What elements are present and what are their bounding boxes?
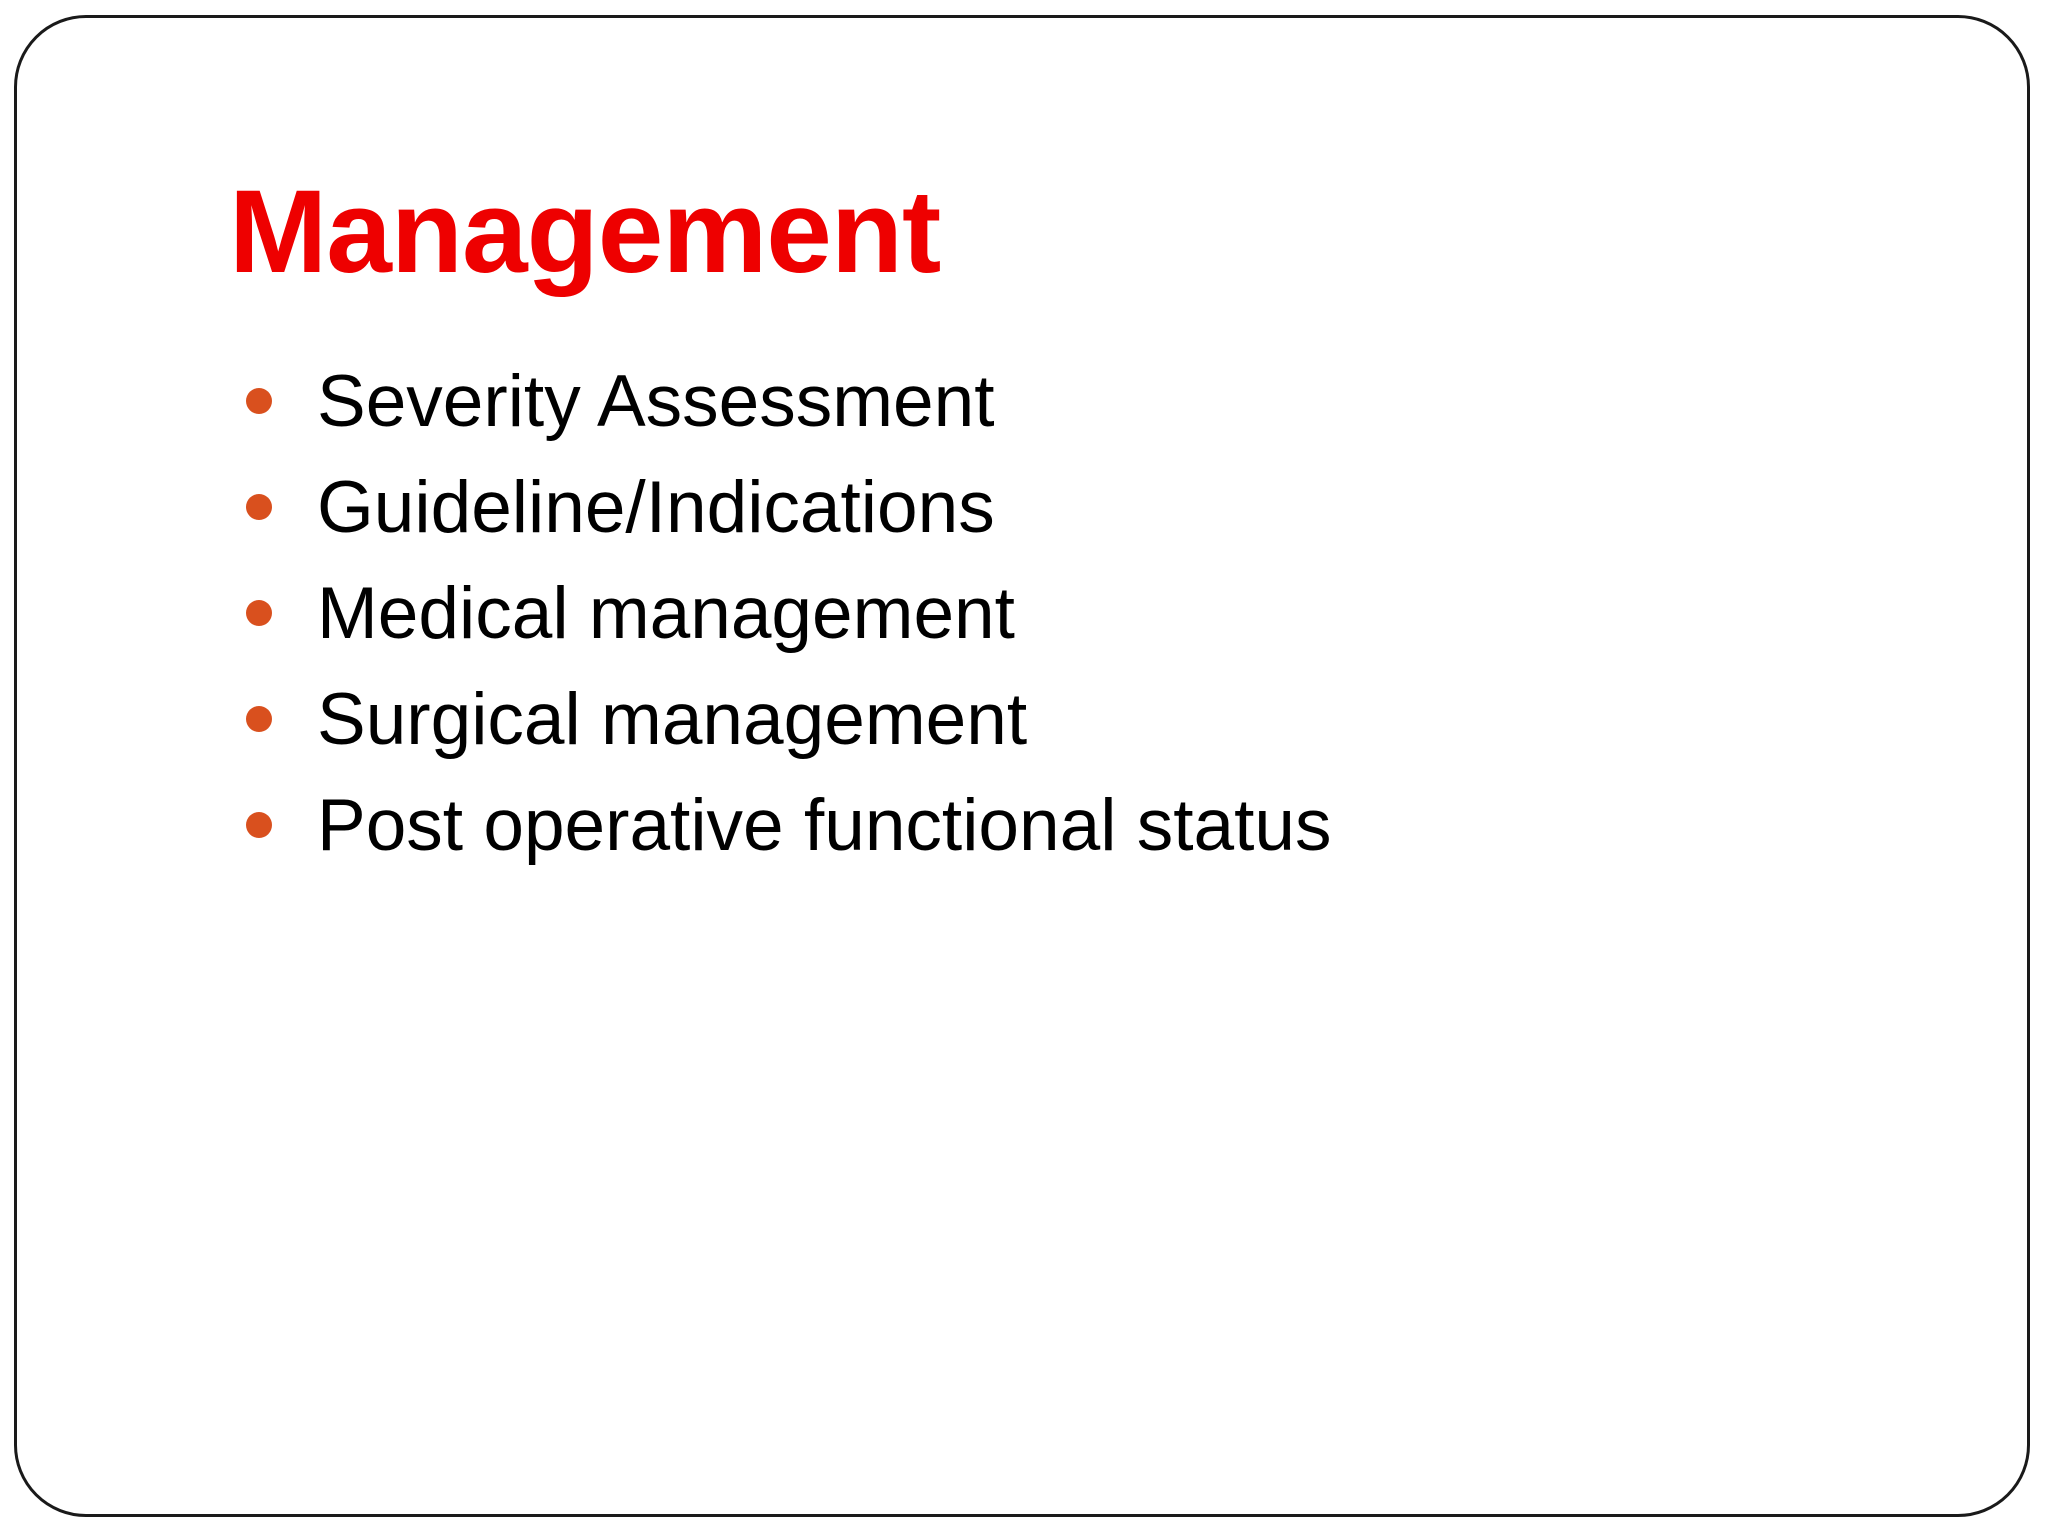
bullet-text: Post operative functional status [317, 784, 1332, 866]
bullet-dot-icon [246, 706, 272, 732]
bullet-dot-icon [246, 494, 272, 520]
list-item [229, 560, 1331, 666]
bullet-dot-icon [246, 600, 272, 626]
bullet-list [229, 348, 1331, 878]
list-item [229, 348, 1331, 454]
bullet-text: Severity Assessment [317, 360, 995, 442]
list-item [229, 772, 1331, 878]
slide-frame [14, 15, 2030, 1517]
bullet-text: Medical management [317, 572, 1015, 654]
bullet-dot-icon [246, 388, 272, 414]
slide-title: Management [229, 166, 941, 298]
bullet-text: Guideline/Indications [317, 466, 995, 548]
list-item [229, 454, 1331, 560]
bullet-dot-icon [246, 812, 272, 838]
list-item [229, 666, 1331, 772]
bullet-text: Surgical management [317, 678, 1028, 760]
